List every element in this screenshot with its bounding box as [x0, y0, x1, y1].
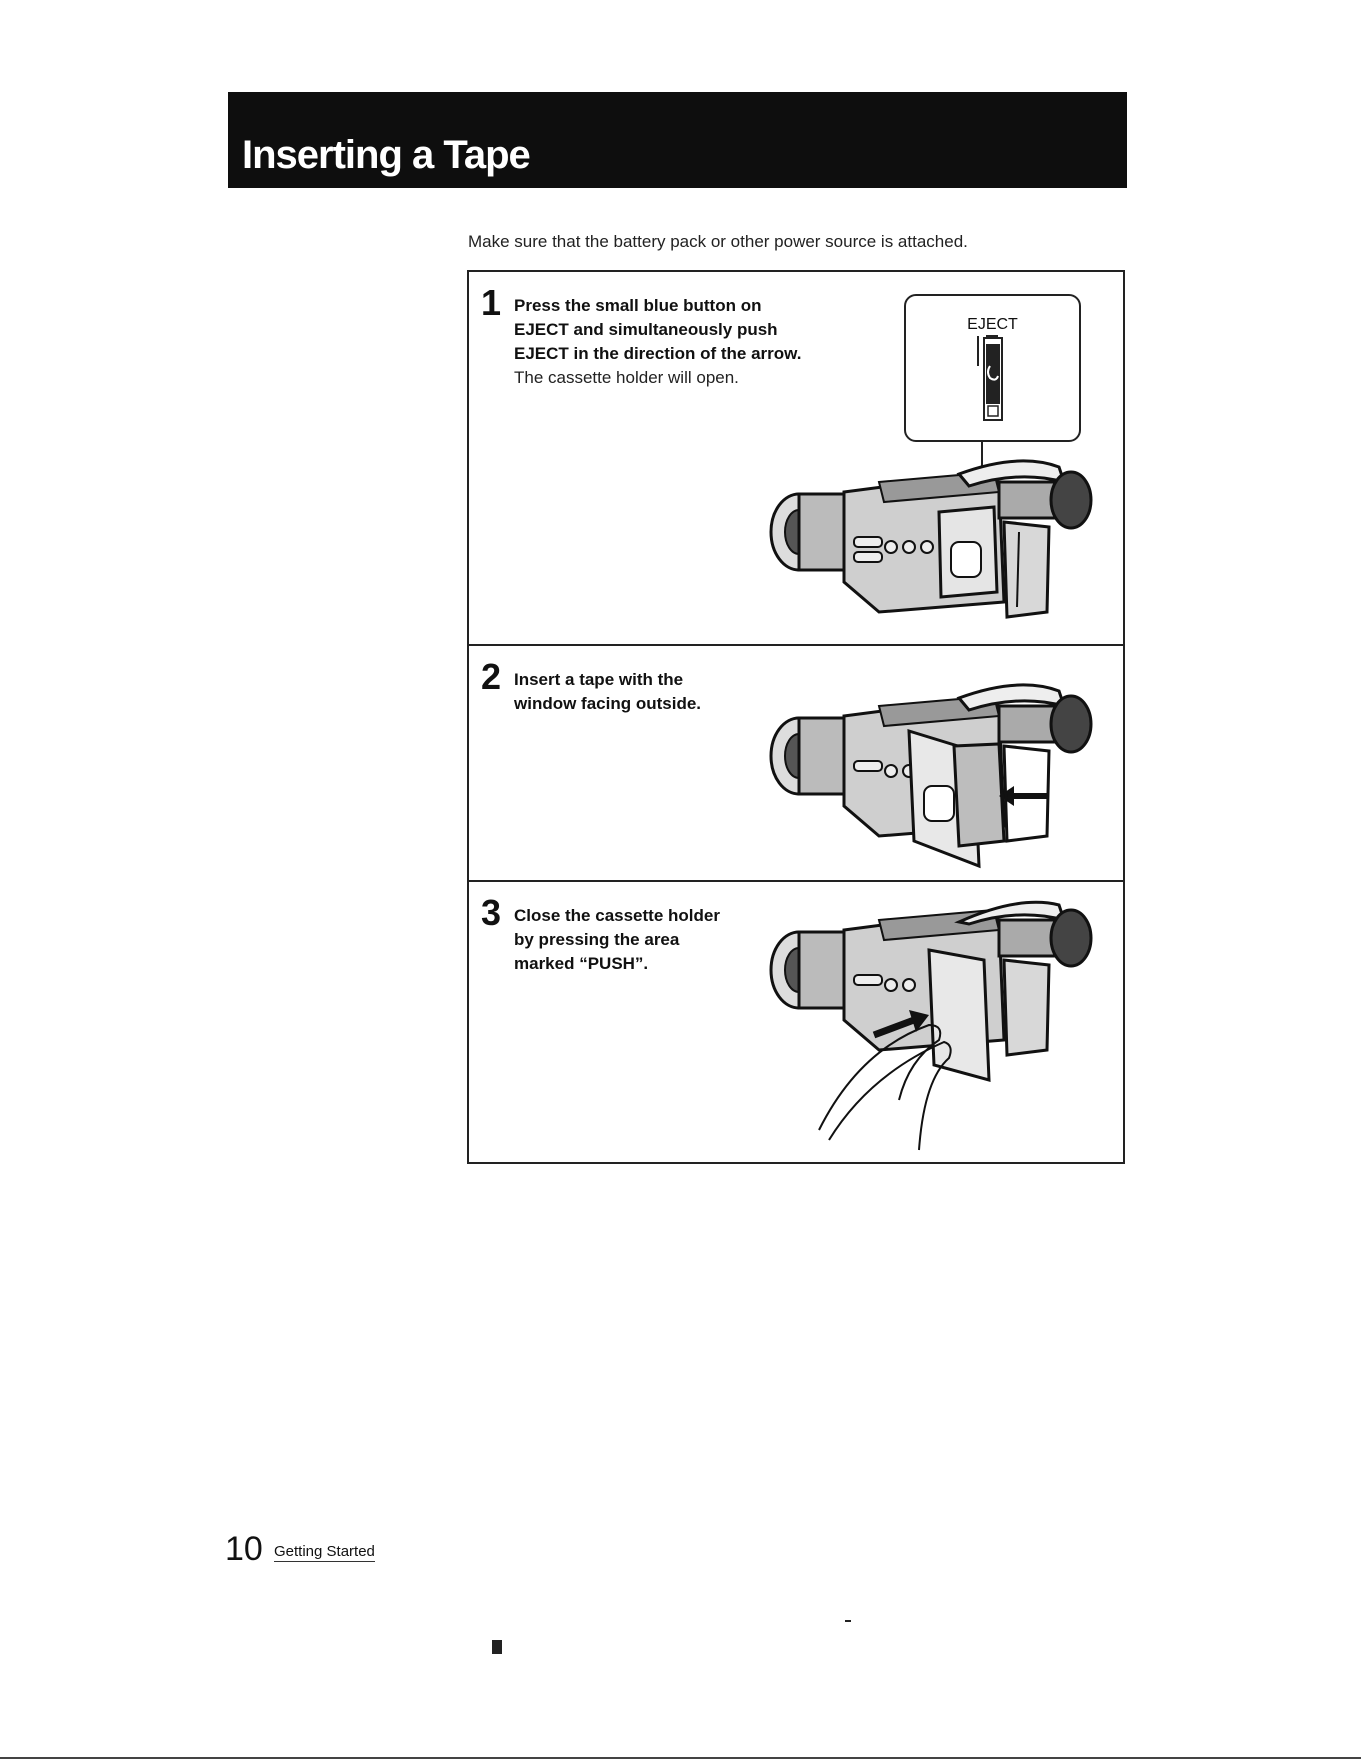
instruction-line: by pressing the area: [514, 930, 680, 949]
bottom-edge-line: [0, 1757, 1361, 1759]
title-bar: [228, 92, 1127, 188]
eject-callout: [904, 294, 1081, 442]
instruction-line: EJECT in the direction of the arrow.: [514, 344, 802, 363]
instruction-line: Press the small blue button on: [514, 296, 762, 315]
page-title: Inserting a Tape: [242, 133, 530, 177]
step-3: [469, 880, 1123, 1164]
intro-text: Make sure that the battery pack or other power source is attached.: [468, 232, 968, 251]
instruction-line: EJECT and simultaneously push: [514, 320, 778, 339]
eject-switch-icon: [906, 296, 1079, 440]
step-number: 3: [481, 892, 502, 933]
instruction-line: Close the cassette holder: [514, 906, 720, 925]
scan-speck: [845, 1620, 851, 1622]
step-1: [469, 272, 1123, 644]
step-instructions: [514, 668, 701, 716]
instruction-line: window facing outside.: [514, 694, 701, 713]
instruction-note: The cassette holder will open.: [514, 368, 739, 387]
instruction-line: marked “PUSH”.: [514, 954, 649, 973]
steps-box: [467, 270, 1125, 1164]
eject-label: EJECT: [967, 316, 1018, 333]
page-number: 10: [225, 1530, 263, 1568]
step-instructions: [514, 904, 720, 976]
camcorder-illustration: [759, 452, 1119, 642]
step-number: 2: [481, 656, 502, 697]
instruction-line: Insert a tape with the: [514, 670, 684, 689]
camcorder-close-illustration: [759, 900, 1119, 1162]
step-number: 1: [481, 282, 502, 323]
scan-speck: [492, 1640, 502, 1654]
step-2: [469, 644, 1123, 880]
camcorder-open-illustration: [759, 676, 1119, 876]
step-instructions: [514, 294, 801, 390]
section-label: Getting Started: [274, 1543, 375, 1560]
